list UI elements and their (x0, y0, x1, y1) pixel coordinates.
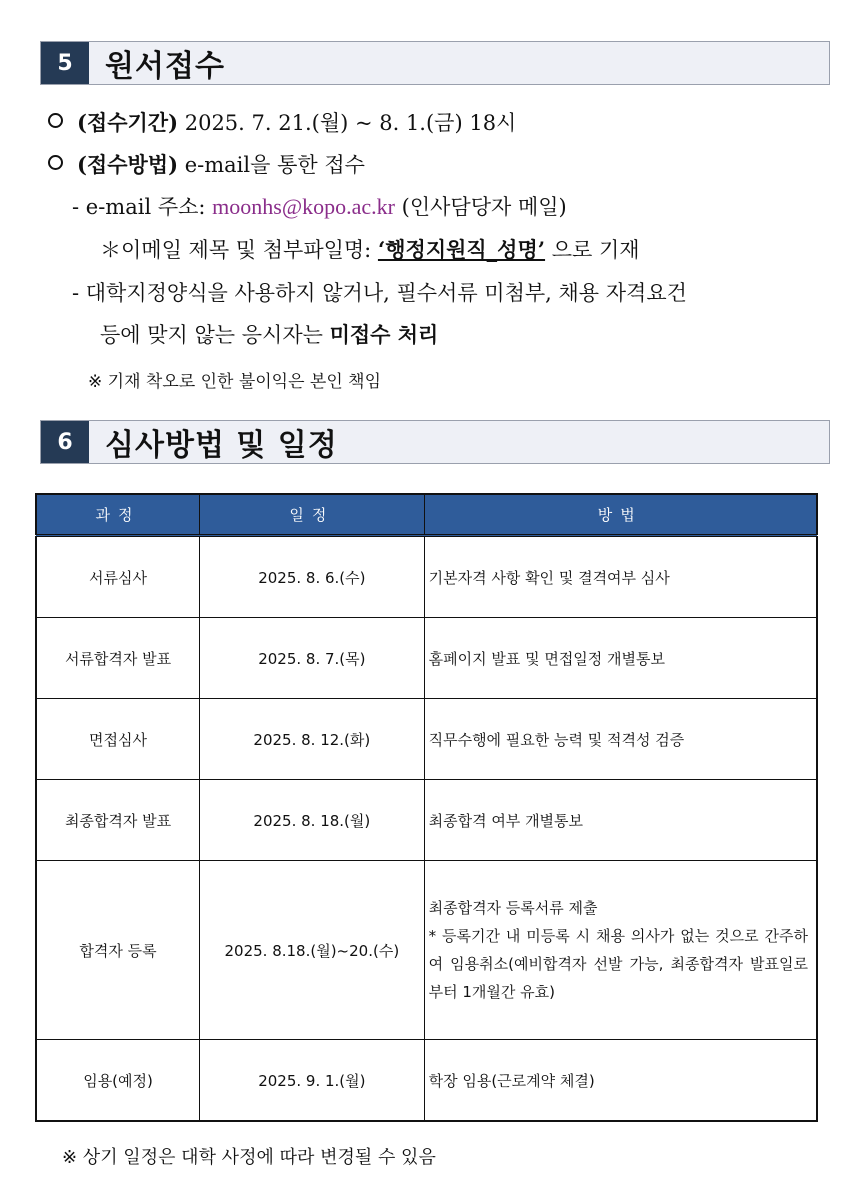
reject-text: 등에 맞지 않는 응시자는 (100, 323, 323, 347)
reject-line-1: - 대학지정양식을 사용하지 않거나, 필수서류 미첨부, 채용 자격요건 (72, 281, 687, 305)
period-line (48, 107, 516, 137)
circle-bullet-icon (48, 113, 63, 128)
header-date: 일정 (200, 494, 425, 536)
stage-cell: 최종합격자 발표 (36, 780, 200, 861)
stage-cell: 서류합격자 발표 (36, 618, 200, 699)
table-row (36, 780, 817, 861)
date-cell: 2025. 8.18.(월)~20.(수) (200, 861, 425, 1040)
section-5-header (40, 41, 830, 85)
section-number: 6 (41, 421, 89, 463)
schedule-table (35, 493, 818, 1122)
stage-cell: 합격자 등록 (36, 861, 200, 1040)
email-link[interactable]: moonhs@kopo.ac.kr (212, 194, 395, 219)
method-line (48, 149, 365, 179)
subject-prefix: ＊이메일 제목 및 첨부파일명: (100, 238, 372, 262)
date-cell: 2025. 8. 12.(화) (200, 699, 425, 780)
table-row (36, 618, 817, 699)
method-cell: 최종합격 여부 개별통보 (424, 780, 817, 861)
date-cell: 2025. 8. 18.(월) (200, 780, 425, 861)
stage-cell: 면접심사 (36, 699, 200, 780)
method-cell: 홈페이지 발표 및 면접일정 개별통보 (424, 618, 817, 699)
subject-line (100, 234, 640, 264)
footnote-text: ※ 상기 일정은 대학 사정에 따라 변경될 수 있음 (62, 1147, 436, 1168)
date-cell: 2025. 8. 7.(목) (200, 618, 425, 699)
stage-cell: 서류심사 (36, 536, 200, 618)
method-label: (접수방법) (77, 152, 179, 177)
method-cell (424, 861, 817, 1040)
method-value: e-mail을 통한 접수 (184, 153, 365, 177)
header-method: 방법 (424, 494, 817, 536)
method-line-2: * 등록기간 내 미등록 시 채용 의사가 없는 것으로 간주하여 임용취소(예비합격자 선발 가능, 최종합격자 발표일로부터 1개월간 유효) (428, 927, 808, 1001)
table-row (36, 699, 817, 780)
subject-suffix: 으로 기재 (551, 238, 640, 262)
section-title: 원서접수 (105, 49, 225, 84)
subject-name: ‘행정지원직_성명’ (377, 237, 546, 262)
method-line-1: 최종합격자 등록서류 제출 (428, 899, 598, 917)
stage-cell: 임용(예정) (36, 1040, 200, 1122)
section-number: 5 (41, 42, 89, 84)
email-prefix: - e-mail 주소: (72, 195, 206, 219)
period-value: 2025. 7. 21.(월) ~ 8. 1.(금) 18시 (184, 111, 517, 135)
table-row (36, 861, 817, 1040)
method-cell: 기본자격 사항 확인 및 결격여부 심사 (424, 536, 817, 618)
section-title: 심사방법 및 일정 (105, 428, 338, 463)
reject-bold: 미접수 처리 (329, 322, 439, 347)
method-cell: 직무수행에 필요한 능력 및 적격성 검증 (424, 699, 817, 780)
circle-bullet-icon (48, 155, 63, 170)
notice-text: ※ 기재 착오로 인한 불이익은 본인 책임 (88, 372, 381, 392)
date-cell: 2025. 9. 1.(월) (200, 1040, 425, 1122)
period-label: (접수기간) (77, 110, 179, 135)
section-6-header (40, 420, 830, 464)
table-header-row (36, 494, 817, 536)
reject-line-2 (100, 319, 438, 349)
email-line (72, 191, 567, 221)
table-row (36, 536, 817, 618)
table-row (36, 1040, 817, 1122)
header-stage: 과정 (36, 494, 200, 536)
method-cell: 학장 임용(근로계약 체결) (424, 1040, 817, 1122)
date-cell: 2025. 8. 6.(수) (200, 536, 425, 618)
email-suffix: (인사담당자 메일) (401, 195, 567, 219)
